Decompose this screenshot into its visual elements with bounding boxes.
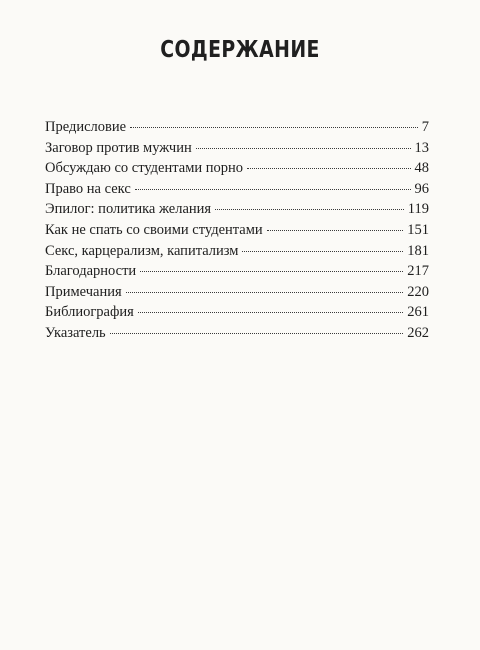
toc-entry-page: 181 [407,242,429,259]
toc-entry-page: 217 [407,263,429,280]
toc-dot-leader [215,209,404,210]
toc-list [45,117,429,344]
toc-dot-leader [138,312,403,313]
toc-entry-label: Как не спать со своими студентами [45,221,263,238]
toc-dot-leader [135,189,411,190]
toc-dot-leader [140,271,403,272]
toc-entry-label: Право на секс [45,180,131,197]
toc-entry [45,138,429,159]
toc-entry-label: Обсуждаю со студентами порно [45,160,244,177]
toc-entry-label: Заговор против мужчин [45,139,192,156]
toc-entry-page: 151 [407,221,429,238]
toc-title: СОДЕРЖАНИЕ [160,37,320,63]
toc-entry-label: Секс, карцерализм, капитализм [45,242,239,259]
toc-entry-page: 119 [407,201,429,218]
toc-entry [45,220,429,241]
toc-entry-page: 13 [414,139,429,156]
toc-dot-leader [110,333,404,334]
toc-dot-leader [247,168,410,169]
toc-entry-label: Примечания [45,283,122,300]
toc-dot-leader [130,127,418,128]
toc-entry-label: Предисловие [45,119,127,135]
toc-entry-page: 96 [414,180,429,197]
toc-entry-page: 262 [407,324,429,341]
toc-entry-page: 220 [407,283,429,300]
toc-dot-leader [242,251,403,252]
toc-entry [45,241,429,262]
toc-entry [45,261,429,282]
toc-entry [45,117,429,138]
toc-dot-leader [267,230,404,231]
toc-entry-page: 7 [421,119,429,135]
toc-entry [45,199,429,220]
toc-entry-label: Библиография [45,304,134,321]
toc-dot-leader [196,148,411,149]
toc-entry-label: Эпилог: политика желания [45,201,212,218]
toc-entry-label: Благодарности [45,263,137,280]
toc-entry-page: 48 [414,160,429,177]
toc-entry [45,302,429,323]
toc-entry-page: 261 [407,304,429,321]
toc-entry [45,158,429,179]
toc-entry-label: Указатель [45,324,106,341]
toc-entry [45,323,429,344]
toc-entry [45,282,429,303]
toc-entry [45,179,429,200]
toc-dot-leader [126,292,404,293]
